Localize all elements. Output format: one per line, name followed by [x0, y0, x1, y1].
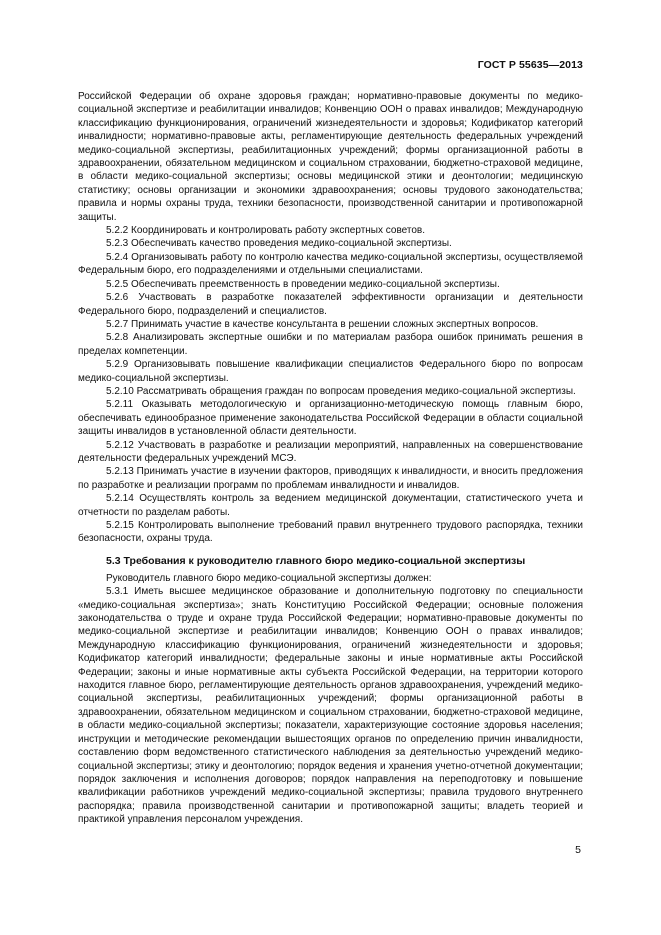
paragraph-5-2-10: 5.2.10 Рассматривать обращения граждан по вопросам проведения медико-социальной экспертизы. — [106, 385, 576, 397]
paragraph-5-2-4: 5.2.4 Организовывать работу по контролю качества медико-социальной экспертизы, осуществляемой Федеральным бюро, его подразделениями и отдельными специалистами. — [78, 251, 583, 277]
paragraph-5-2-12: 5.2.12 Участвовать в разработке и реализации мероприятий, направленных на совершенствование деятельности федеральных учреждений МСЭ. — [78, 439, 583, 464]
paragraph-5-2-2: 5.2.2 Координировать и контролировать работу экспертных советов. — [106, 225, 425, 237]
section-heading-5-3: 5.3 Требования к руководителю главного бюро медико-социальной экспертизы — [106, 554, 526, 567]
paragraph-5-2-3: 5.2.3 Обеспечивать качество проведения медико-социальной экспертизы. — [106, 238, 452, 250]
paragraph-5-2-15: 5.2.15 Контролировать выполнение требований правил внутреннего трудового распорядка, техники безопасности, охраны труда. — [78, 520, 583, 545]
page-number: 5 — [575, 844, 581, 856]
paragraph-5-2-11: 5.2.11 Оказывать методологическую и организационно-методическую помощь главным бюро, обеспечивать единообразное применение законодательства Российской Федерации в области социальной защиты инвалидов в установленной области деятельности. — [78, 399, 583, 438]
paragraph-5-2-7: 5.2.7 Принимать участие в качестве консультанта в решении сложных экспертных вопросов. — [106, 318, 539, 330]
paragraph-intro-5-3: Руководитель главного бюро медико-социальной экспертизы должен: — [106, 572, 432, 584]
document-code-header: ГОСТ Р 55635—2013 — [477, 59, 583, 71]
paragraph-5-2-5: 5.2.5 Обеспечивать преемственность в проведении медико-социальной экспертизы. — [106, 278, 500, 290]
paragraph-5-2-9: 5.2.9 Организовывать повышение квалификации специалистов Федерального бюро по вопросам медико-социальной экспертизы. — [78, 359, 583, 384]
paragraph-5-2-8: 5.2.8 Анализировать экспертные ошибки и по материалам разбора ошибок принимать решения в пределах компетенции. — [78, 332, 583, 357]
paragraph-5-2-14: 5.2.14 Осуществлять контроль за ведением медицинской документации, статистического учета и отчетности по разделам работы. — [78, 493, 583, 518]
document-body — [78, 90, 583, 827]
paragraph-5-2-13: 5.2.13 Принимать участие в изучении факторов, приводящих к инвалидности, и вносить предложения по разработке и реализации программ по проблемам инвалидности и инвалидов. — [78, 466, 583, 491]
paragraph-5-3-1: 5.3.1 Иметь высшее медицинское образование и дополнительную подготовку по специальности «медико-социальная экспертиза»; знать Конституцию Российской Федерации; основные положения законодательства о труде и охране труда Российской Федерации; нормативно-правовые документы по медико-социальной экспертизе и реабилитации инвалидов; Конвенцию ООН о правах инвалидов; Международную классификацию функционирования, ограничений жизнедеятельности и здоровья; Кодификатор категорий инвалидности; федеральные законы и иные нормативные акты Российской Федерации; законы и иные нормативные акты субъекта Российской Федерации, на территории которого находится главное бюро, регламентирующие деятельность органов здравоохранения, учреждений медико-социальной экспертизы, реабилитационных учреждений; формы организационной работы в здравоохранении, обязательном медицинском и социальном страховании, бюджетно-страховой медицине, в области медико-социальной экспертизы; показатели, характеризующие состояние здоровья населения; инструкции и методические рекомендации вышестоящих органов по определению причин инвалидности, составлению форм ведомственного статистического наблюдения за деятельностью учреждений медико-социальной экспертизы; этику и деонтологию; порядок ведения и хранения учетно-отчетной документации; порядок заключения и исполнения договоров; порядок направления на переподготовку и повышение квалификации работников учреждений медико-социальной экспертизы; правила трудового внутреннего распорядка; правила производственной санитарии и противопожарной защиты; владеть теорией и практикой управления персоналом учреждения. — [78, 586, 583, 826]
paragraph-continuation: Российской Федерации об охране здоровья граждан; нормативно-правовые документы по медико-социальной экспертизе и реабилитации инвалидов; Конвенцию ООН о правах инвалидов; Международную классификацию функционирования, ограничений жизнедеятельности и здоровья; Кодификатор категорий инвалидности; нормативно-правовые акты, регламентирующие деятельность федеральных учреждений медико-социальной экспертизы, реабилитационных учреждений; формы организационной работы в здравоохранении, обязательном медицинском и социальном страховании, бюджетно-страховой медицине, в области медико-социальной экспертизы; основы медицинской этики и деонтологии; медицинскую статистику; основы организации и экономики здравоохранения; основы трудового законодательства; правила и нормы охраны труда, техники безопасности, производственной санитарии и противопожарной защиты. — [78, 91, 583, 223]
paragraph-5-2-6: 5.2.6 Участвовать в разработке показателей эффективности организации и деятельности Федерального бюро, подразделений и специалистов. — [78, 292, 583, 317]
